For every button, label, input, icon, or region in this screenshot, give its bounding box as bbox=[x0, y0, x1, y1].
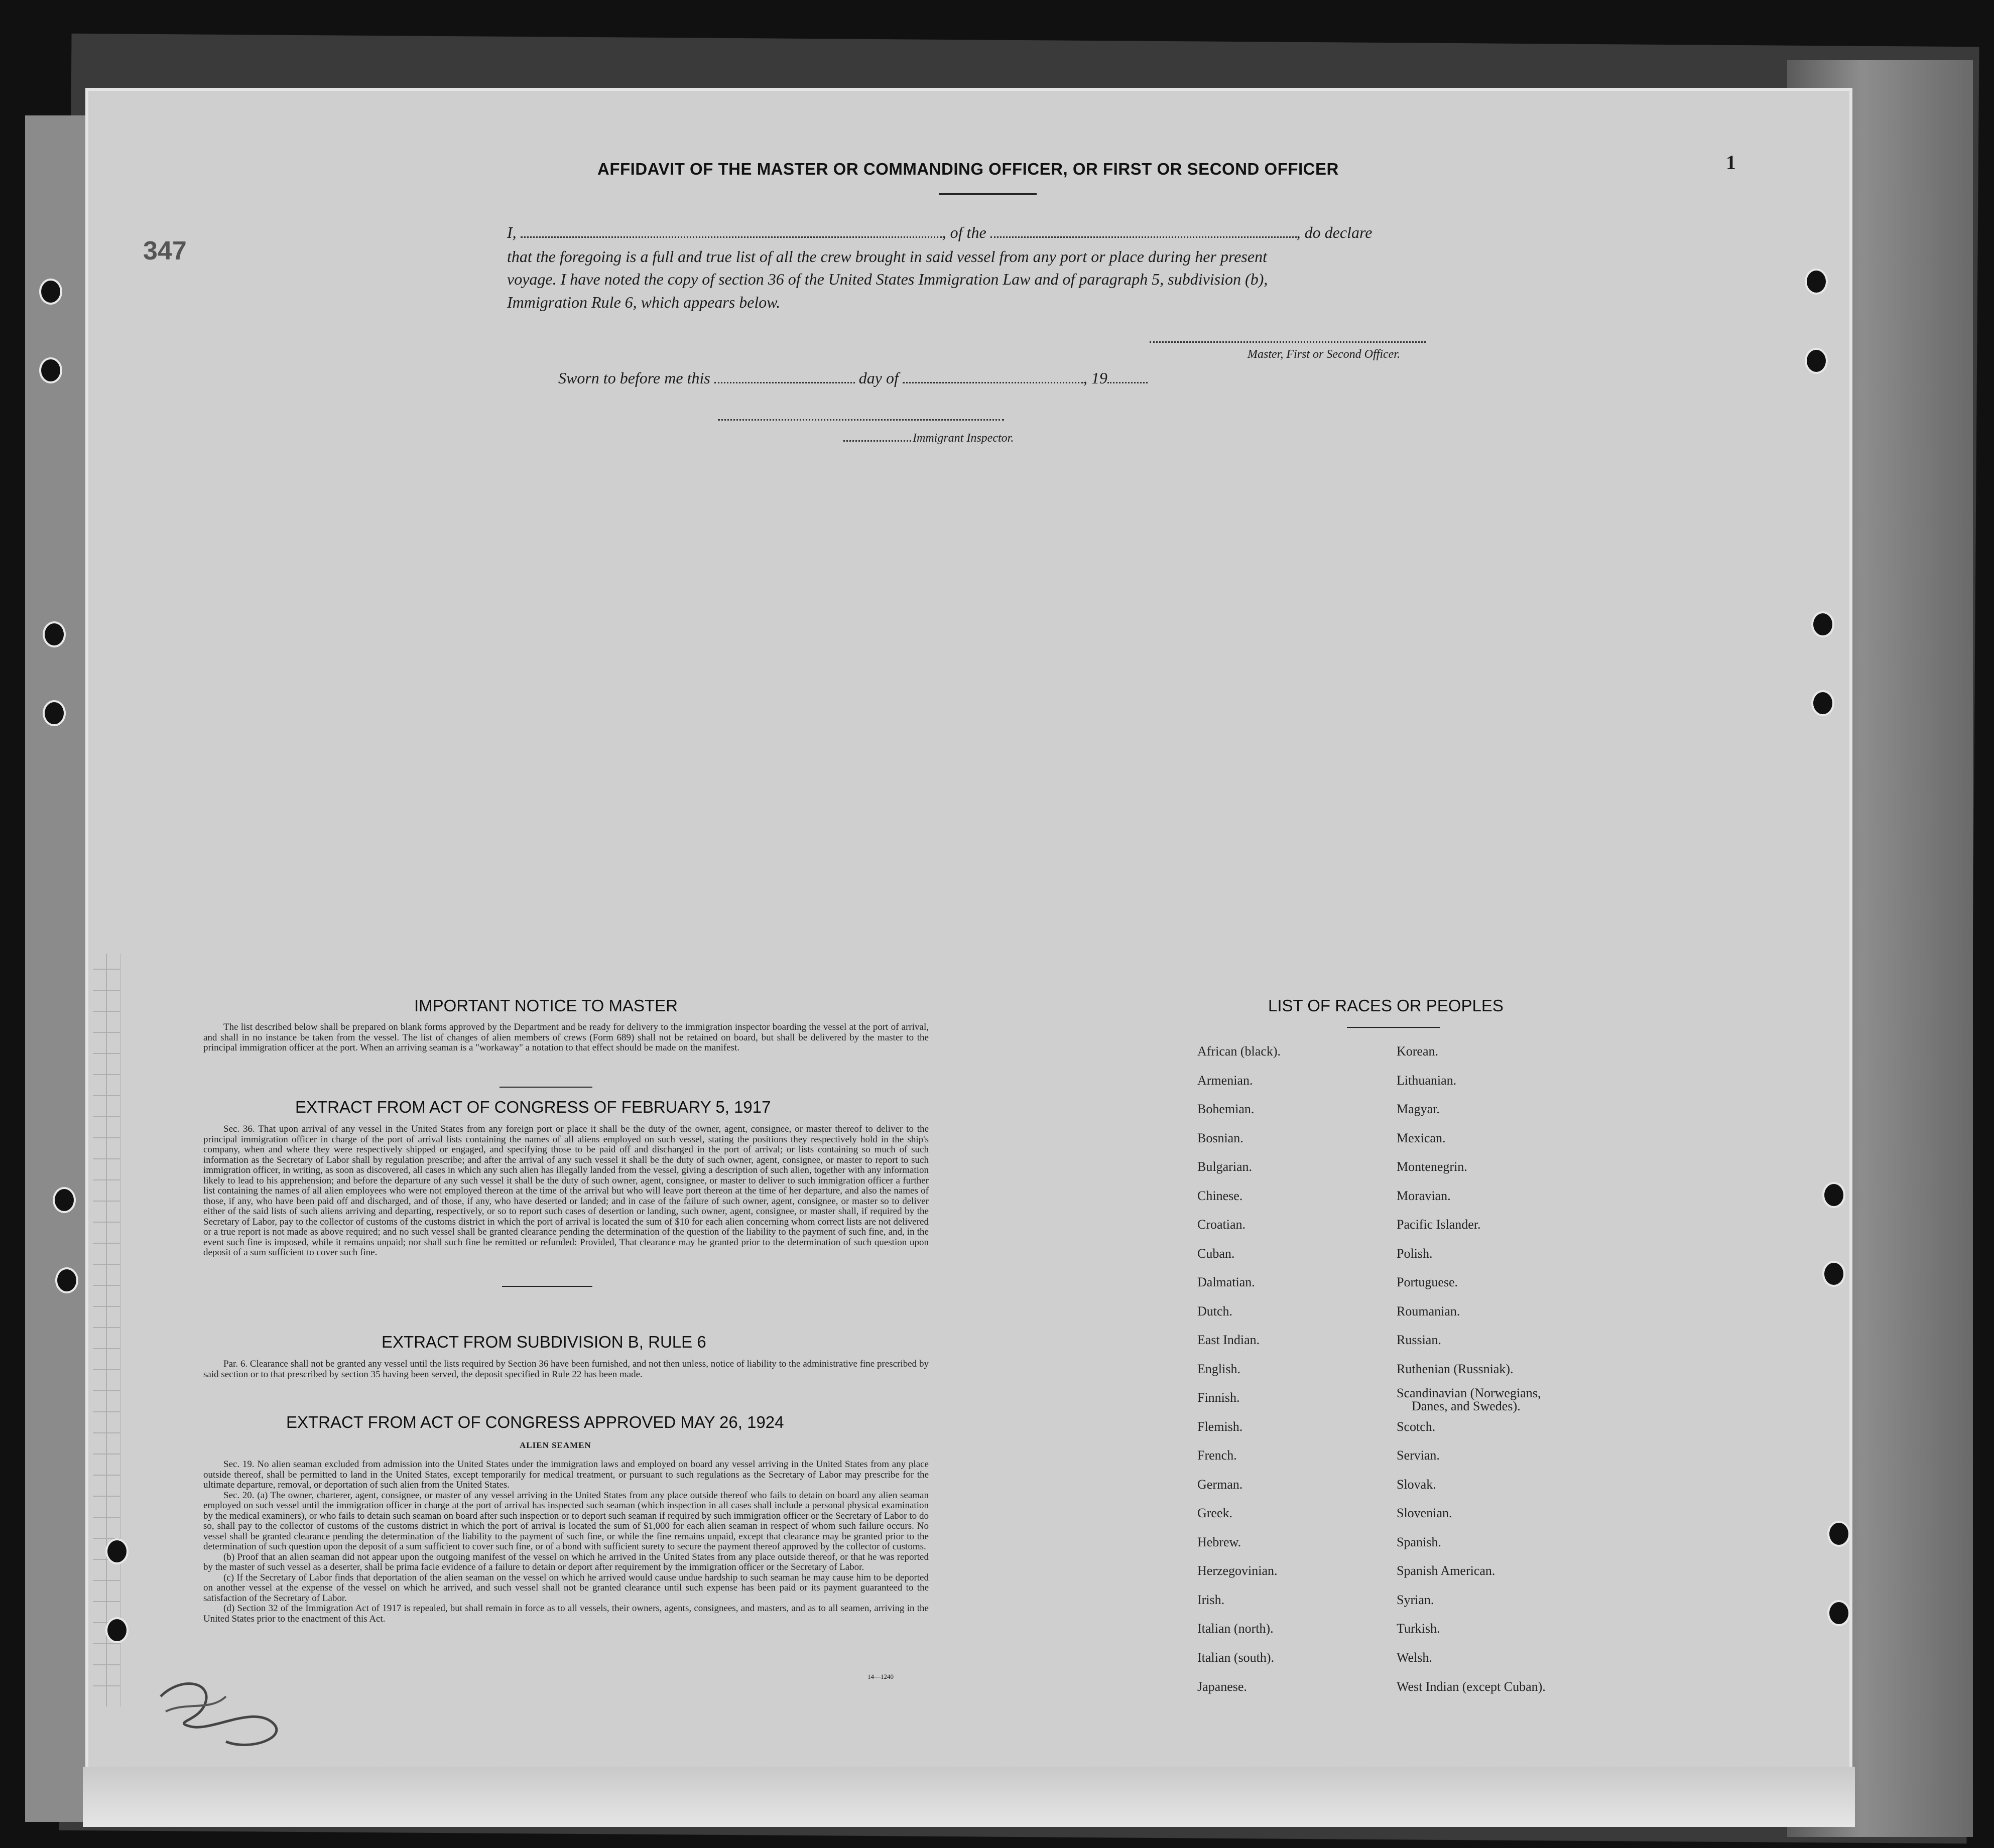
race-item: African (black). bbox=[1197, 1044, 1281, 1059]
race-item: Bulgarian. bbox=[1197, 1159, 1253, 1174]
race-item: Herzegovinian. bbox=[1197, 1563, 1278, 1578]
race-item: Magyar. bbox=[1397, 1102, 1440, 1116]
race-item: Roumanian. bbox=[1397, 1304, 1460, 1318]
binder-hole-icon bbox=[1811, 690, 1834, 716]
sec-20a-paragraph: Sec. 20. (a) The owner, charterer, agent, consignee, or master of any vessel arriving in the United States from any place outside thereof who fails to detain on board any alien seaman employed on such vessel until the immigration officer in charge at the port of arrival has inspected such seaman (which inspection in all cases shall include a personal physical examination by the medical examiners), or who fails to detain such seaman on board after such inspection or to deport such seaman if required by such immigration officer or the Secretary of Labor to do so, shall pay to the collector of customs of the customs district in which the port of arrival is located the sum of $1,000 for each alien seaman in respect of whom such failure occurs. No vessel shall be granted clearance pending the determination of the liability to the payment of such fine, or while the fine remains unpaid, except that clearance may be granted prior to the determination of such question upon the deposit of a sum sufficient to cover such fine, or of a bond with sufficient surety to secure the payment thereof approved by the collector of customs. bbox=[203, 1490, 929, 1552]
affidavit-line-1 bbox=[507, 223, 1471, 242]
binder-hole-icon bbox=[1827, 1521, 1850, 1547]
day-of-text: day of bbox=[858, 369, 899, 387]
rule-6-text bbox=[203, 1359, 929, 1380]
binder-hole-icon bbox=[39, 357, 62, 383]
binder-hole-icon bbox=[105, 1538, 129, 1564]
rule-6-title: EXTRACT FROM SUBDIVISION B, RULE 6 bbox=[382, 1333, 706, 1351]
binder-hole-icon bbox=[55, 1267, 78, 1293]
binder-hole-icon bbox=[1822, 1261, 1845, 1287]
name-blank bbox=[521, 236, 942, 238]
race-item-continuation: Danes, and Swedes). bbox=[1412, 1399, 1521, 1413]
races-title: LIST OF RACES OR PEOPLES bbox=[1268, 996, 1504, 1015]
race-item: Italian (north). bbox=[1197, 1621, 1274, 1636]
race-item: Dutch. bbox=[1197, 1304, 1233, 1318]
sworn-prefix: Sworn to before me this bbox=[558, 369, 710, 387]
graph-paper-strip bbox=[93, 954, 120, 1706]
inspector-dots bbox=[843, 440, 911, 442]
alien-seamen-heading: ALIEN SEAMEN bbox=[520, 1440, 591, 1450]
year-text: , 19 bbox=[1083, 369, 1107, 387]
race-item: Korean. bbox=[1397, 1044, 1439, 1059]
notice-title: IMPORTANT NOTICE TO MASTER bbox=[414, 996, 678, 1015]
race-item: Dalmatian. bbox=[1197, 1275, 1255, 1289]
page-bottom-edge bbox=[83, 1767, 1855, 1827]
races-title-underline bbox=[1347, 1027, 1440, 1028]
binder-hole-icon bbox=[1805, 269, 1828, 295]
binder-hole-icon bbox=[39, 279, 62, 305]
race-item: Russian. bbox=[1397, 1333, 1441, 1347]
title-underline bbox=[939, 193, 1037, 195]
sec-19-paragraph: Sec. 19. No alien seaman excluded from admission into the United States under the immigration laws and employed on board any vessel arriving in the United States from any place outside thereof, shall be permitted to land in the United States, except temporarily for medical treatment, or pursuant to such regulations as the Secretary of Labor may prescribe for the ultimate departure, removal, or deportation of such alien from the United States. bbox=[203, 1459, 929, 1490]
race-item: English. bbox=[1197, 1362, 1240, 1376]
race-item: Portuguese. bbox=[1397, 1275, 1458, 1289]
affidavit-line-2: that the foregoing is a full and true list of all the crew brought in said vessel from any port or place during her present bbox=[507, 247, 1267, 266]
master-label: Master, First or Second Officer. bbox=[1248, 348, 1400, 361]
declarant-i: I, bbox=[507, 223, 517, 241]
page-number: 1 bbox=[1726, 151, 1736, 174]
race-item: Moravian. bbox=[1397, 1189, 1451, 1203]
handwritten-scribble-icon bbox=[151, 1666, 301, 1757]
binder-hole-icon bbox=[1811, 611, 1834, 637]
race-item: Hebrew. bbox=[1197, 1535, 1241, 1549]
race-item: Spanish American. bbox=[1397, 1563, 1495, 1578]
race-item: Ruthenian (Russniak). bbox=[1397, 1362, 1514, 1376]
sec-20b-paragraph: (b) Proof that an alien seaman did not appear upon the outgoing manifest of the vessel on which he arrived in the United States from any place outside thereof, or that he was reported by the master of such vessel as a deserter, shall be prima facie evidence of a failure to detain or deport after requirement by the immigration officer or the Secretary of Labor. bbox=[203, 1551, 929, 1572]
sworn-month-blank bbox=[903, 382, 1083, 383]
race-item: Flemish. bbox=[1197, 1419, 1243, 1434]
par-6-paragraph: Par. 6. Clearance shall not be granted any vessel until the lists required by Section 36 have been furnished, and not then unless, notice of liability to the administrative fine prescribed by said section or to that prescribed by section 35 having been served, the deposit specified in Rule 22 has been made. bbox=[203, 1359, 929, 1380]
sworn-day-blank bbox=[714, 382, 855, 383]
race-item: Lithuanian. bbox=[1397, 1073, 1457, 1088]
extract-divider bbox=[502, 1286, 592, 1287]
race-item: West Indian (except Cuban). bbox=[1397, 1679, 1546, 1694]
race-item: Servian. bbox=[1397, 1448, 1440, 1463]
vessel-blank bbox=[990, 236, 1297, 238]
binder-hole-icon bbox=[105, 1617, 129, 1643]
race-item: Cuban. bbox=[1197, 1246, 1235, 1261]
race-item: Armenian. bbox=[1197, 1073, 1253, 1088]
race-item: Irish. bbox=[1197, 1593, 1225, 1607]
race-item: Scotch. bbox=[1397, 1419, 1436, 1434]
declare-text: , do declare bbox=[1296, 223, 1373, 241]
race-item: Japanese. bbox=[1197, 1679, 1247, 1694]
affidavit-line-4: Immigration Rule 6, which appears below. bbox=[507, 293, 781, 311]
race-item: Bohemian. bbox=[1197, 1102, 1255, 1116]
race-item: Pacific Islander. bbox=[1397, 1217, 1481, 1232]
race-item: Finnish. bbox=[1197, 1390, 1240, 1405]
race-item: Scandinavian (Norwegians, bbox=[1397, 1386, 1541, 1400]
race-item: Slovak. bbox=[1397, 1477, 1436, 1492]
race-item: Spanish. bbox=[1397, 1535, 1441, 1549]
race-item: Greek. bbox=[1197, 1506, 1233, 1520]
race-item: French. bbox=[1197, 1448, 1237, 1463]
inspector-signature-line bbox=[718, 419, 1004, 421]
binder-hole-icon bbox=[1805, 348, 1828, 374]
inspector-label: Immigrant Inspector. bbox=[913, 432, 1014, 445]
extract-1917-title: EXTRACT FROM ACT OF CONGRESS OF FEBRUARY 5, 1917 bbox=[295, 1098, 771, 1116]
race-item: Polish. bbox=[1397, 1246, 1433, 1261]
binder-hole-icon bbox=[43, 621, 66, 647]
sworn-line bbox=[558, 369, 1148, 387]
binder-hole-icon bbox=[1822, 1182, 1845, 1208]
race-item: German. bbox=[1197, 1477, 1243, 1492]
race-item: Chinese. bbox=[1197, 1189, 1243, 1203]
affidavit-line-3: voyage. I have noted the copy of section 36 of the United States Immigration Law and of paragraph 5, subdivision (b), bbox=[507, 270, 1268, 288]
race-item: Montenegrin. bbox=[1397, 1159, 1467, 1174]
master-signature-line bbox=[1150, 341, 1426, 343]
margin-mark: 347 bbox=[143, 236, 187, 266]
sec-36-paragraph: Sec. 36. That upon arrival of any vessel in the United States from any foreign port or place it shall be the duty of the owner, agent, consignee, or master thereof to deliver to the principal immigration officer in charge of the port of arrival lists containing the names of all aliens employed on such vessel, stating the positions they respectively hold in the ship's company, when and where they were respectively shipped or engaged, and specifying those to be paid off and discharged in the port of arrival; or lists containing so much of such information as the Secretary of Labor shall by regulation prescribe; and after the arrival of any such vessel it shall be the duty of such owner, agent, consignee, or master to report to such immigration officer, in writing, as soon as discovered, all cases in which any such alien has illegally landed from the vessel, giving a description of such alien, together with any information likely to lead to his apprehension; and before the departure of any such vessel it shall be the duty of such owner, agent, consignee, or master to deliver to such immigration officer a further list containing the names of all alien employees who were not employed thereon at the time of the arrival but who will leave port thereon at the time of her departure, and also the names of those, if any, who have been paid off and discharged, and of those, if any, who have deserted or landed; and in case of the failure of such owner, agent, consignee, or master so to deliver either of the said lists of such aliens arriving and departing, respectively, or so to report such cases of desertion or landing, such owner, agent, consignee, or master shall, if required by the Secretary of Labor, pay to the collector of customs of the customs district in which the port of arrival is located the sum of $10 for each alien concerning whom correct lists are not delivered or a true report is not made as above required; and no such vessel shall be granted clearance pending the determination of the question of the liability to the payment of such fine, and, in the event such fine is imposed, while it remains unpaid; nor shall such fine be remitted or refunded: Provided, That clearance may be granted prior to the determination of such question upon deposit of a sum sufficient to cover such fine. bbox=[203, 1124, 929, 1258]
sec-20d-paragraph: (d) Section 32 of the Immigration Act of 1917 is repealed, but shall remain in force as to all vessels, their owners, agents, consignees, and masters, and as to all seamen, arriving in the United States prior to the enactment of this Act. bbox=[203, 1603, 929, 1624]
race-item: Mexican. bbox=[1397, 1131, 1446, 1145]
race-item: East Indian. bbox=[1197, 1333, 1260, 1347]
race-item: Italian (south). bbox=[1197, 1650, 1275, 1665]
notice-paragraph: The list described below shall be prepared on blank forms approved by the Department and be ready for delivery to the immigration inspector boarding the vessel at the port of arrival, and shall in no instance be taken from the vessel. The list of changes of alien members of crews (Form 689) shall not be retained on board, but shall be delivered by the master to the principal immigration officer at the port. When an arriving seaman is a "workaway" a notation to that effect should be made on the manifest. bbox=[203, 1022, 929, 1053]
binder-hole-icon bbox=[43, 700, 66, 726]
notice-text bbox=[203, 1022, 929, 1053]
race-item: Turkish. bbox=[1397, 1621, 1440, 1636]
binder-hole-icon bbox=[53, 1187, 76, 1213]
race-item: Welsh. bbox=[1397, 1650, 1432, 1665]
race-item: Slovenian. bbox=[1397, 1506, 1452, 1520]
binder-hole-icon bbox=[1827, 1600, 1850, 1626]
race-item: Syrian. bbox=[1397, 1593, 1434, 1607]
notice-divider bbox=[500, 1087, 592, 1088]
of-the-text: , of the bbox=[942, 223, 986, 241]
affidavit-title: AFFIDAVIT OF THE MASTER OR COMMANDING OFFICER, OR FIRST OR SECOND OFFICER bbox=[597, 160, 1339, 178]
extract-1924-title: EXTRACT FROM ACT OF CONGRESS APPROVED MAY 26, 1924 bbox=[286, 1413, 784, 1431]
race-item: Bosnian. bbox=[1197, 1131, 1243, 1145]
sworn-year-blank bbox=[1107, 382, 1148, 383]
extract-1917-text bbox=[203, 1124, 929, 1258]
extract-1924-text bbox=[203, 1460, 929, 1624]
sec-20c-paragraph: (c) If the Secretary of Labor finds that deportation of the alien seaman on the vessel on which he arrived would cause undue hardship to such seaman he may cause him to be deported on another vessel at the expense of the vessel on which he arrived, and such vessel shall not be granted clearance until such expense has been paid or its payment guaranteed to the satisfaction of the Secretary of Labor. bbox=[203, 1572, 929, 1604]
form-number: 14—1240 bbox=[867, 1673, 894, 1680]
race-item: Croatian. bbox=[1197, 1217, 1246, 1232]
